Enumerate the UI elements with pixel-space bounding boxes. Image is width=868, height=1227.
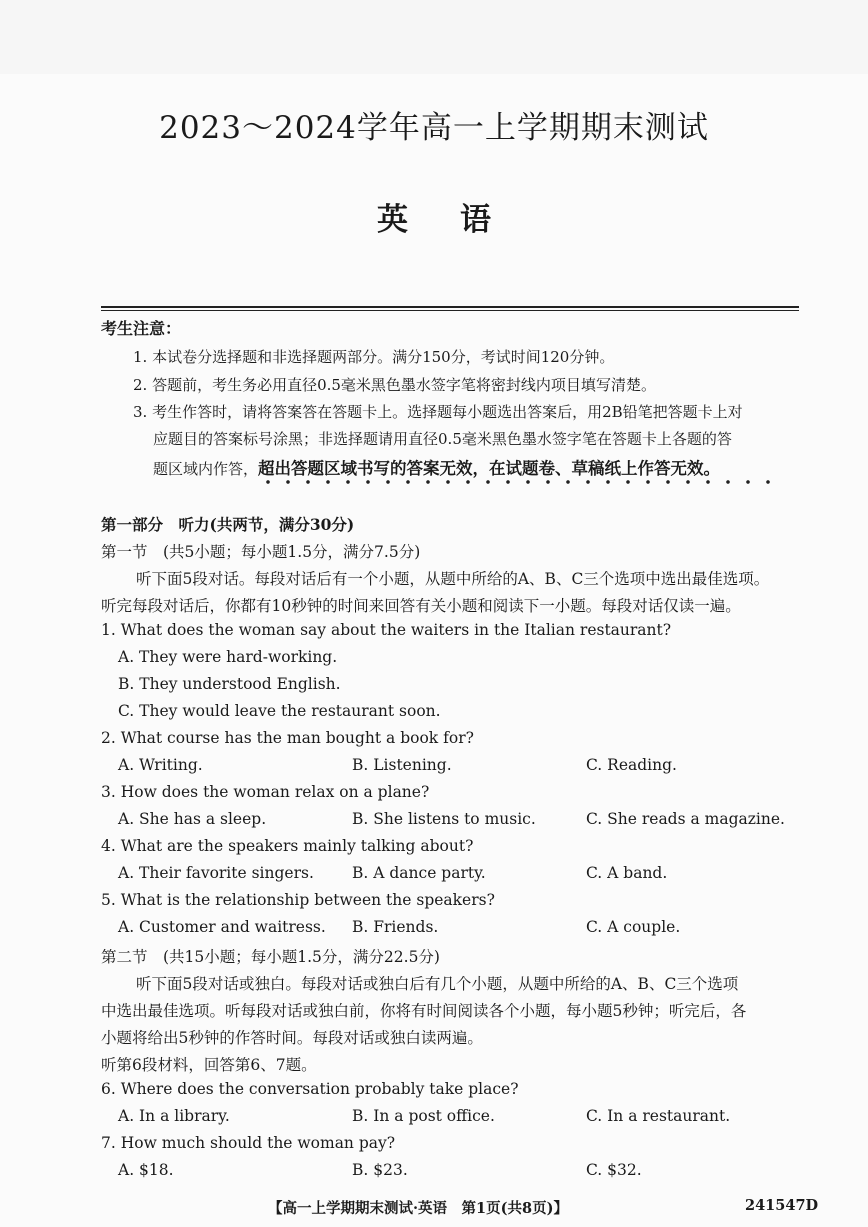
material-note: 听第6段材料，回答第6、7题。 xyxy=(101,1056,317,1074)
question-4: 4. What are the speakers mainly talking about? xyxy=(101,837,474,855)
section2-instructions-cont: 中选出最佳选项。听每段对话或独白前，你将有时间阅读各个小题，每小题5秒钟；听完后，各 xyxy=(101,1002,747,1020)
subject-title xyxy=(0,194,868,239)
notice-item-1: 1. 本试卷分选择题和非选择题两部分。满分150分，考试时间120分钟。 xyxy=(133,348,615,366)
option-a: A. In a library. xyxy=(118,1107,230,1125)
section2-instructions: 听下面5段对话或独白。每段对话或独白后有几个小题，从题中所给的A、B、C三个选项 xyxy=(136,975,739,993)
notice-item-3: 3. 考生作答时，请将答案答在答题卡上。选择题每小题选出答案后，用2B铅笔把答题卡上对 xyxy=(133,403,743,421)
section1-heading: 第一节 (共5小题；每小题1.5分，满分7.5分) xyxy=(101,543,421,561)
section2-heading: 第二节 (共15小题；每小题1.5分，满分22.5分) xyxy=(101,948,440,966)
question-5: 5. What is the relationship between the speakers? xyxy=(101,891,495,909)
option-a: A. Writing. xyxy=(118,756,203,774)
section1-instructions-cont: 听完每段对话后，你都有10秒钟的时间来回答有关小题和阅读下一小题。每段对话仅读一遍。 xyxy=(101,597,741,615)
subject-char: 语 xyxy=(460,202,491,238)
option-c: C. A couple. xyxy=(586,918,681,936)
option-b: B. Friends. xyxy=(352,918,439,936)
notice-item-2: 2. 答题前，考生务必用直径0.5毫米黑色墨水签字笔将密封线内项目填写清楚。 xyxy=(133,376,656,394)
exam-code: 241547D xyxy=(745,1197,819,1214)
notice-item-3-line-3 xyxy=(153,455,720,479)
question-6: 6. Where does the conversation probably take place? xyxy=(101,1080,519,1098)
header-rule xyxy=(101,306,799,308)
option-a: A. $18. xyxy=(118,1161,174,1179)
option-a: A. She has a sleep. xyxy=(118,810,267,828)
question-2: 2. What course has the man bought a book for? xyxy=(101,729,474,747)
subject-char: 英 xyxy=(377,202,408,238)
question-3: 3. How does the woman relax on a plane? xyxy=(101,783,430,801)
option-a: A. Customer and waitress. xyxy=(118,918,326,936)
question-7: 7. How much should the woman pay? xyxy=(101,1134,396,1152)
option-a: A. They were hard-working. xyxy=(118,648,338,666)
page-footer: 【高一上学期期末测试·英语 第1页(共8页)】 xyxy=(268,1200,568,1217)
option-b: B. She listens to music. xyxy=(352,810,536,828)
notice-emphasis: 超出答题区域书写的答案无效，在试题卷、草稿纸上作答无效。 xyxy=(258,459,721,478)
exam-title: 2023～2024学年高一上学期期末测试 xyxy=(159,110,709,146)
section2-instructions-end: 小题将给出5秒钟的作答时间。每段对话或独白读两遍。 xyxy=(101,1029,483,1047)
option-c: C. $32. xyxy=(586,1161,642,1179)
notice-item-3-line-2: 应题目的答案标号涂黑；非选择题请用直径0.5毫米黑色墨水签字笔在答题卡上各题的答 xyxy=(153,430,732,448)
option-c: C. A band. xyxy=(586,864,668,882)
option-b: B. They understood English. xyxy=(118,675,341,693)
option-b: B. Listening. xyxy=(352,756,452,774)
top-margin xyxy=(0,0,868,74)
option-c: C. Reading. xyxy=(586,756,677,774)
option-c: C. In a restaurant. xyxy=(586,1107,731,1125)
notice-heading: 考生注意： xyxy=(101,319,182,338)
emphasis-dots xyxy=(258,478,778,486)
part1-heading: 第一部分 听力(共两节，满分30分) xyxy=(101,515,355,534)
question-1: 1. What does the woman say about the waiters in the Italian restaurant? xyxy=(101,621,672,639)
option-b: B. $23. xyxy=(352,1161,408,1179)
section1-instructions: 听下面5段对话。每段对话后有一个小题，从题中所给的A、B、C三个选项中选出最佳选项。 xyxy=(136,570,770,588)
option-b: B. A dance party. xyxy=(352,864,486,882)
header-rule-thin xyxy=(101,310,799,311)
notice-text: 题区域内作答， xyxy=(153,460,259,478)
option-a: A. Their favorite singers. xyxy=(118,864,314,882)
option-b: B. In a post office. xyxy=(352,1107,495,1125)
option-c: C. They would leave the restaurant soon. xyxy=(118,702,441,720)
option-c: C. She reads a magazine. xyxy=(586,810,785,828)
